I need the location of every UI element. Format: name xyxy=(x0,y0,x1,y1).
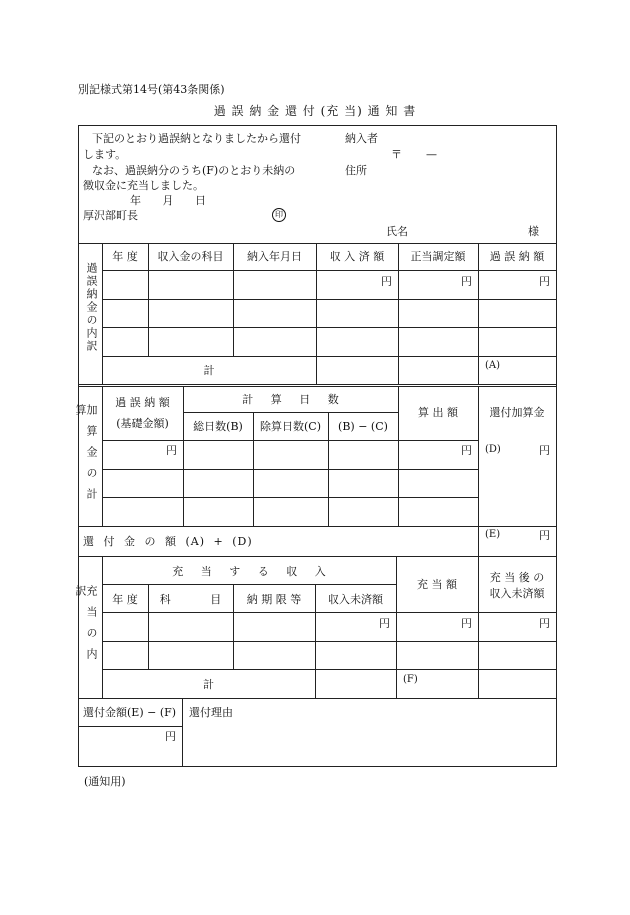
col-header: 総日数(B) xyxy=(193,420,243,433)
mark-f: (F) xyxy=(403,674,418,685)
yen-unit: 円 xyxy=(165,730,176,743)
issuer-name: 厚沢部町長 xyxy=(83,209,138,222)
col-header: 過 誤 納 額 xyxy=(489,250,545,263)
mark-d: (D) xyxy=(485,444,501,455)
postal-dash: — xyxy=(426,148,437,161)
col-header: 納 期 限 等 xyxy=(246,593,302,606)
appropriated-income-header: 充 当 す る 収 入 xyxy=(172,565,326,578)
col-header: 算 出 額 xyxy=(418,406,458,419)
address-label: 住所 xyxy=(345,164,367,177)
col-header: 科 目 xyxy=(159,593,222,606)
mark-e: (E) xyxy=(485,529,501,540)
yen-unit: 円 xyxy=(379,617,390,630)
col-header: 還付加算金 xyxy=(489,406,545,419)
name-label: 氏名 xyxy=(386,225,408,238)
col-header: 収入金の科目 xyxy=(157,250,224,263)
section-side-label: 過誤納金の内訳 xyxy=(85,262,98,353)
notice-line-4: 徴収金に充当しました。 xyxy=(83,179,204,192)
section-side-label: 充当の内訳 xyxy=(74,585,98,669)
postal-mark: 〒 xyxy=(391,148,402,161)
total-label: 計 xyxy=(203,364,215,377)
col-header: 年 度 xyxy=(112,250,138,263)
yen-unit: 円 xyxy=(461,444,472,457)
yen-unit: 円 xyxy=(166,444,177,457)
yen-unit: 円 xyxy=(539,275,550,288)
yen-unit: 円 xyxy=(539,444,550,457)
form-reference: 別記様式第14号(第43条関係) xyxy=(78,83,225,96)
col-header: 充 当 額 xyxy=(417,578,457,591)
yen-unit: 円 xyxy=(539,529,550,542)
base-amount-header: 過 誤 納 額 xyxy=(115,396,170,409)
issue-date: 年 月 日 xyxy=(130,194,206,207)
section-side-label: 加算金の計算 xyxy=(74,404,98,509)
calc-days-header: 計 算 日 数 xyxy=(242,393,339,406)
notice-line-2: します。 xyxy=(83,148,127,161)
refund-calc-label: 還付金額(E) − (F) xyxy=(83,706,177,719)
form-title: 過 誤 納 金 還 付 (充 当) 通 知 書 xyxy=(213,104,417,118)
col-header: 収入未済額 xyxy=(328,593,383,606)
refund-amount-label: 還 付 金 の 額 (A) + (D) xyxy=(83,535,253,548)
mark-a: (A) xyxy=(485,360,501,371)
yen-unit: 円 xyxy=(461,275,472,288)
col-header: 納入年月日 xyxy=(247,250,302,263)
seal-mark: 印 xyxy=(272,208,286,222)
col-header: 収入未済額 xyxy=(489,587,545,600)
payer-label: 納入者 xyxy=(345,132,378,145)
yen-unit: 円 xyxy=(461,617,472,630)
col-header: (B) − (C) xyxy=(338,420,388,433)
col-header: 年 度 xyxy=(112,593,138,606)
notice-line-3: なお、過誤納分のうち(F)のとおり未納の xyxy=(92,164,296,177)
notice-use-note: (通知用) xyxy=(84,775,126,788)
total-label: 計 xyxy=(203,678,214,691)
yen-unit: 円 xyxy=(381,275,392,288)
notice-line-1: 下記のとおり過誤納となりましたから還付 xyxy=(92,132,301,145)
col-header: 充 当 後 の xyxy=(489,571,545,584)
base-amount-subheader: (基礎金額) xyxy=(116,417,169,430)
col-header: 除算日数(C) xyxy=(260,420,321,433)
honorific: 様 xyxy=(528,225,539,238)
col-header: 収 入 済 額 xyxy=(329,250,385,263)
yen-unit: 円 xyxy=(539,617,550,630)
refund-reason-label: 還付理由 xyxy=(189,706,233,719)
col-header: 正当調定額 xyxy=(410,250,466,263)
